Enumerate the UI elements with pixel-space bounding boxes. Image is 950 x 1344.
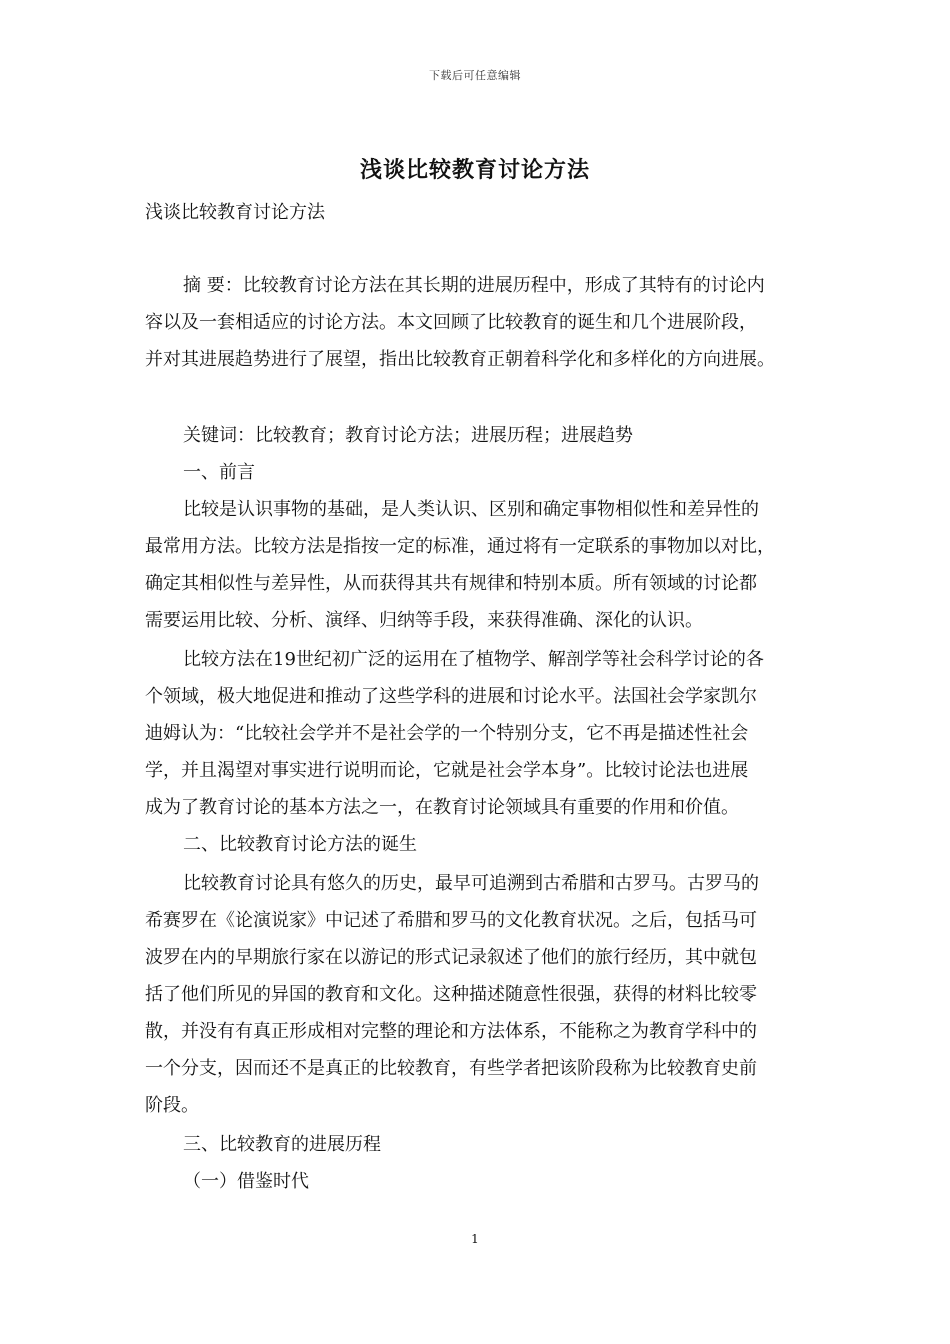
abstract-line: 摘 要：比较教育讨论方法在其长期的进展历程中，形成了其特有的讨论内 [183, 275, 765, 296]
paragraph-line: 最常用方法。比较方法是指按一定的标准，通过将有一定联系的事物加以对比， [145, 536, 775, 557]
section-heading: 三、比较教育的进展历程 [183, 1134, 381, 1155]
subtitle-line: 浅谈比较教育讨论方法 [145, 202, 325, 223]
abstract-line: 容以及一套相适应的讨论方法。本文回顾了比较教育的诞生和几个进展阶段， [145, 312, 757, 333]
paragraph-line: 成为了教育讨论的基本方法之一，在教育讨论领域具有重要的作用和价值。 [145, 797, 739, 818]
keywords-line: 关键词：比较教育；教育讨论方法；进展历程；进展趋势 [183, 425, 633, 446]
paragraph-line: 括了他们所见的异国的教育和文化。这种描述随意性很强，获得的材料比较零 [145, 984, 757, 1005]
paragraph-line: 一个分支，因而还不是真正的比较教育，有些学者把该阶段称为比较教育史前 [145, 1058, 757, 1079]
paragraph-line: 比较教育讨论具有悠久的历史，最早可追溯到古希腊和古罗马。古罗马的 [183, 873, 759, 894]
paragraph-line: 学，并且渴望对事实进行说明而论，它就是社会学本身”。比较讨论法也进展 [145, 760, 749, 781]
paragraph-line: 阶段。 [145, 1095, 199, 1116]
paragraph-line: 散，并没有有真正形成相对完整的理论和方法体系，不能称之为教育学科中的 [145, 1021, 757, 1042]
subsection-heading: （一）借鉴时代 [183, 1171, 309, 1192]
page-number: 1 [471, 1232, 479, 1246]
document-title: 浅谈比较教育讨论方法 [359, 157, 590, 183]
section-heading: 二、比较教育讨论方法的诞生 [183, 834, 417, 855]
paragraph-line: 迪姆认为：“比较社会学并不是社会学的一个特别分支，它不再是描述性社会 [145, 723, 749, 744]
paragraph-line: 波罗在内的早期旅行家在以游记的形式记录叙述了他们的旅行经历，其中就包 [145, 947, 757, 968]
paragraph-line: 希赛罗在《论演说家》中记述了希腊和罗马的文化教育状况。之后，包括马可 [145, 910, 757, 931]
header-note: 下载后可任意编辑 [429, 69, 521, 82]
paragraph-line: 比较是认识事物的基础，是人类认识、区别和确定事物相似性和差异性的 [183, 499, 759, 520]
section-heading: 一、前言 [183, 462, 255, 483]
paragraph-line: 需要运用比较、分析、演绎、归纳等手段，来获得准确、深化的认识。 [145, 610, 703, 631]
abstract-line: 并对其进展趋势进行了展望，指出比较教育正朝着科学化和多样化的方向进展。 [145, 349, 775, 370]
paragraph-line: 确定其相似性与差异性，从而获得其共有规律和特别本质。所有领域的讨论都 [145, 573, 757, 594]
paragraph-line: 比较方法在19世纪初广泛的运用在了植物学、解剖学等社会科学讨论的各 [183, 649, 764, 670]
paragraph-line: 个领域，极大地促进和推动了这些学科的进展和讨论水平。法国社会学家凯尔 [145, 686, 757, 707]
